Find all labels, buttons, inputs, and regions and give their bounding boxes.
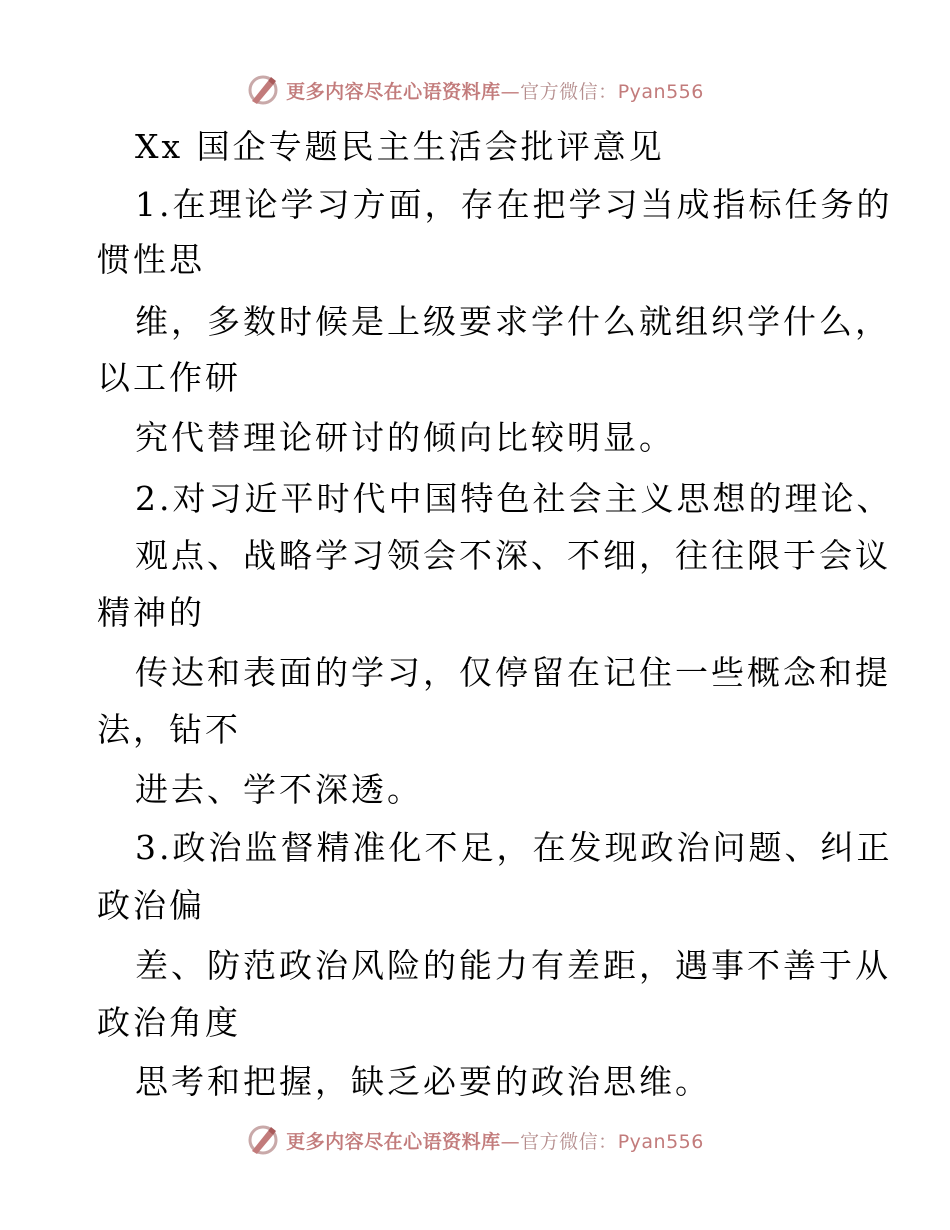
- pen-logo-icon: [246, 73, 280, 107]
- header-watermark: [0, 68, 950, 112]
- text-line: 3.政治监督精准化不足，在发现政治问题、纠正: [135, 828, 893, 867]
- watermark-label: 官方微信：: [520, 1130, 618, 1153]
- pen-logo-icon: [246, 1123, 280, 1157]
- text-line: 差、防范政治风险的能力有差距，遇事不善于从: [135, 946, 891, 985]
- text-line: 惯性思: [97, 240, 205, 279]
- watermark-dash: —: [500, 80, 521, 103]
- watermark-label: 官方微信：: [520, 80, 618, 103]
- text-line: 法，钻不: [97, 710, 241, 749]
- text-line: 政治角度: [97, 1003, 241, 1042]
- text-line: 进去、学不深透。: [135, 770, 423, 809]
- text-line: 观点、战略学习领会不深、不细，往往限于会议: [135, 536, 891, 575]
- watermark-account: Pyan556: [617, 80, 704, 103]
- text-line: 1.在理论学习方面，存在把学习当成指标任务的: [135, 185, 893, 224]
- watermark-brand: 更多内容尽在心语资料库: [286, 1130, 501, 1153]
- text-line: 政治偏: [97, 886, 205, 925]
- text-line: 精神的: [97, 593, 205, 632]
- text-line: 以工作研: [97, 358, 241, 397]
- watermark-account: Pyan556: [617, 1130, 704, 1153]
- text-line: 传达和表面的学习，仅停留在记住一些概念和提: [135, 653, 891, 692]
- text-line: 维，多数时候是上级要求学什么就组织学什么，: [135, 302, 891, 341]
- watermark-dash: —: [500, 1130, 521, 1153]
- footer-watermark: [0, 1118, 950, 1162]
- text-line: 思考和把握，缺乏必要的政治思维。: [135, 1062, 711, 1101]
- document-title: Xx 国企专题民主生活会批评意见: [135, 127, 665, 166]
- text-line: 2.对习近平时代中国特色社会主义思想的理论、: [135, 479, 893, 518]
- text-line: 究代替理论研讨的倾向比较明显。: [135, 418, 675, 457]
- watermark-brand: 更多内容尽在心语资料库: [286, 80, 501, 103]
